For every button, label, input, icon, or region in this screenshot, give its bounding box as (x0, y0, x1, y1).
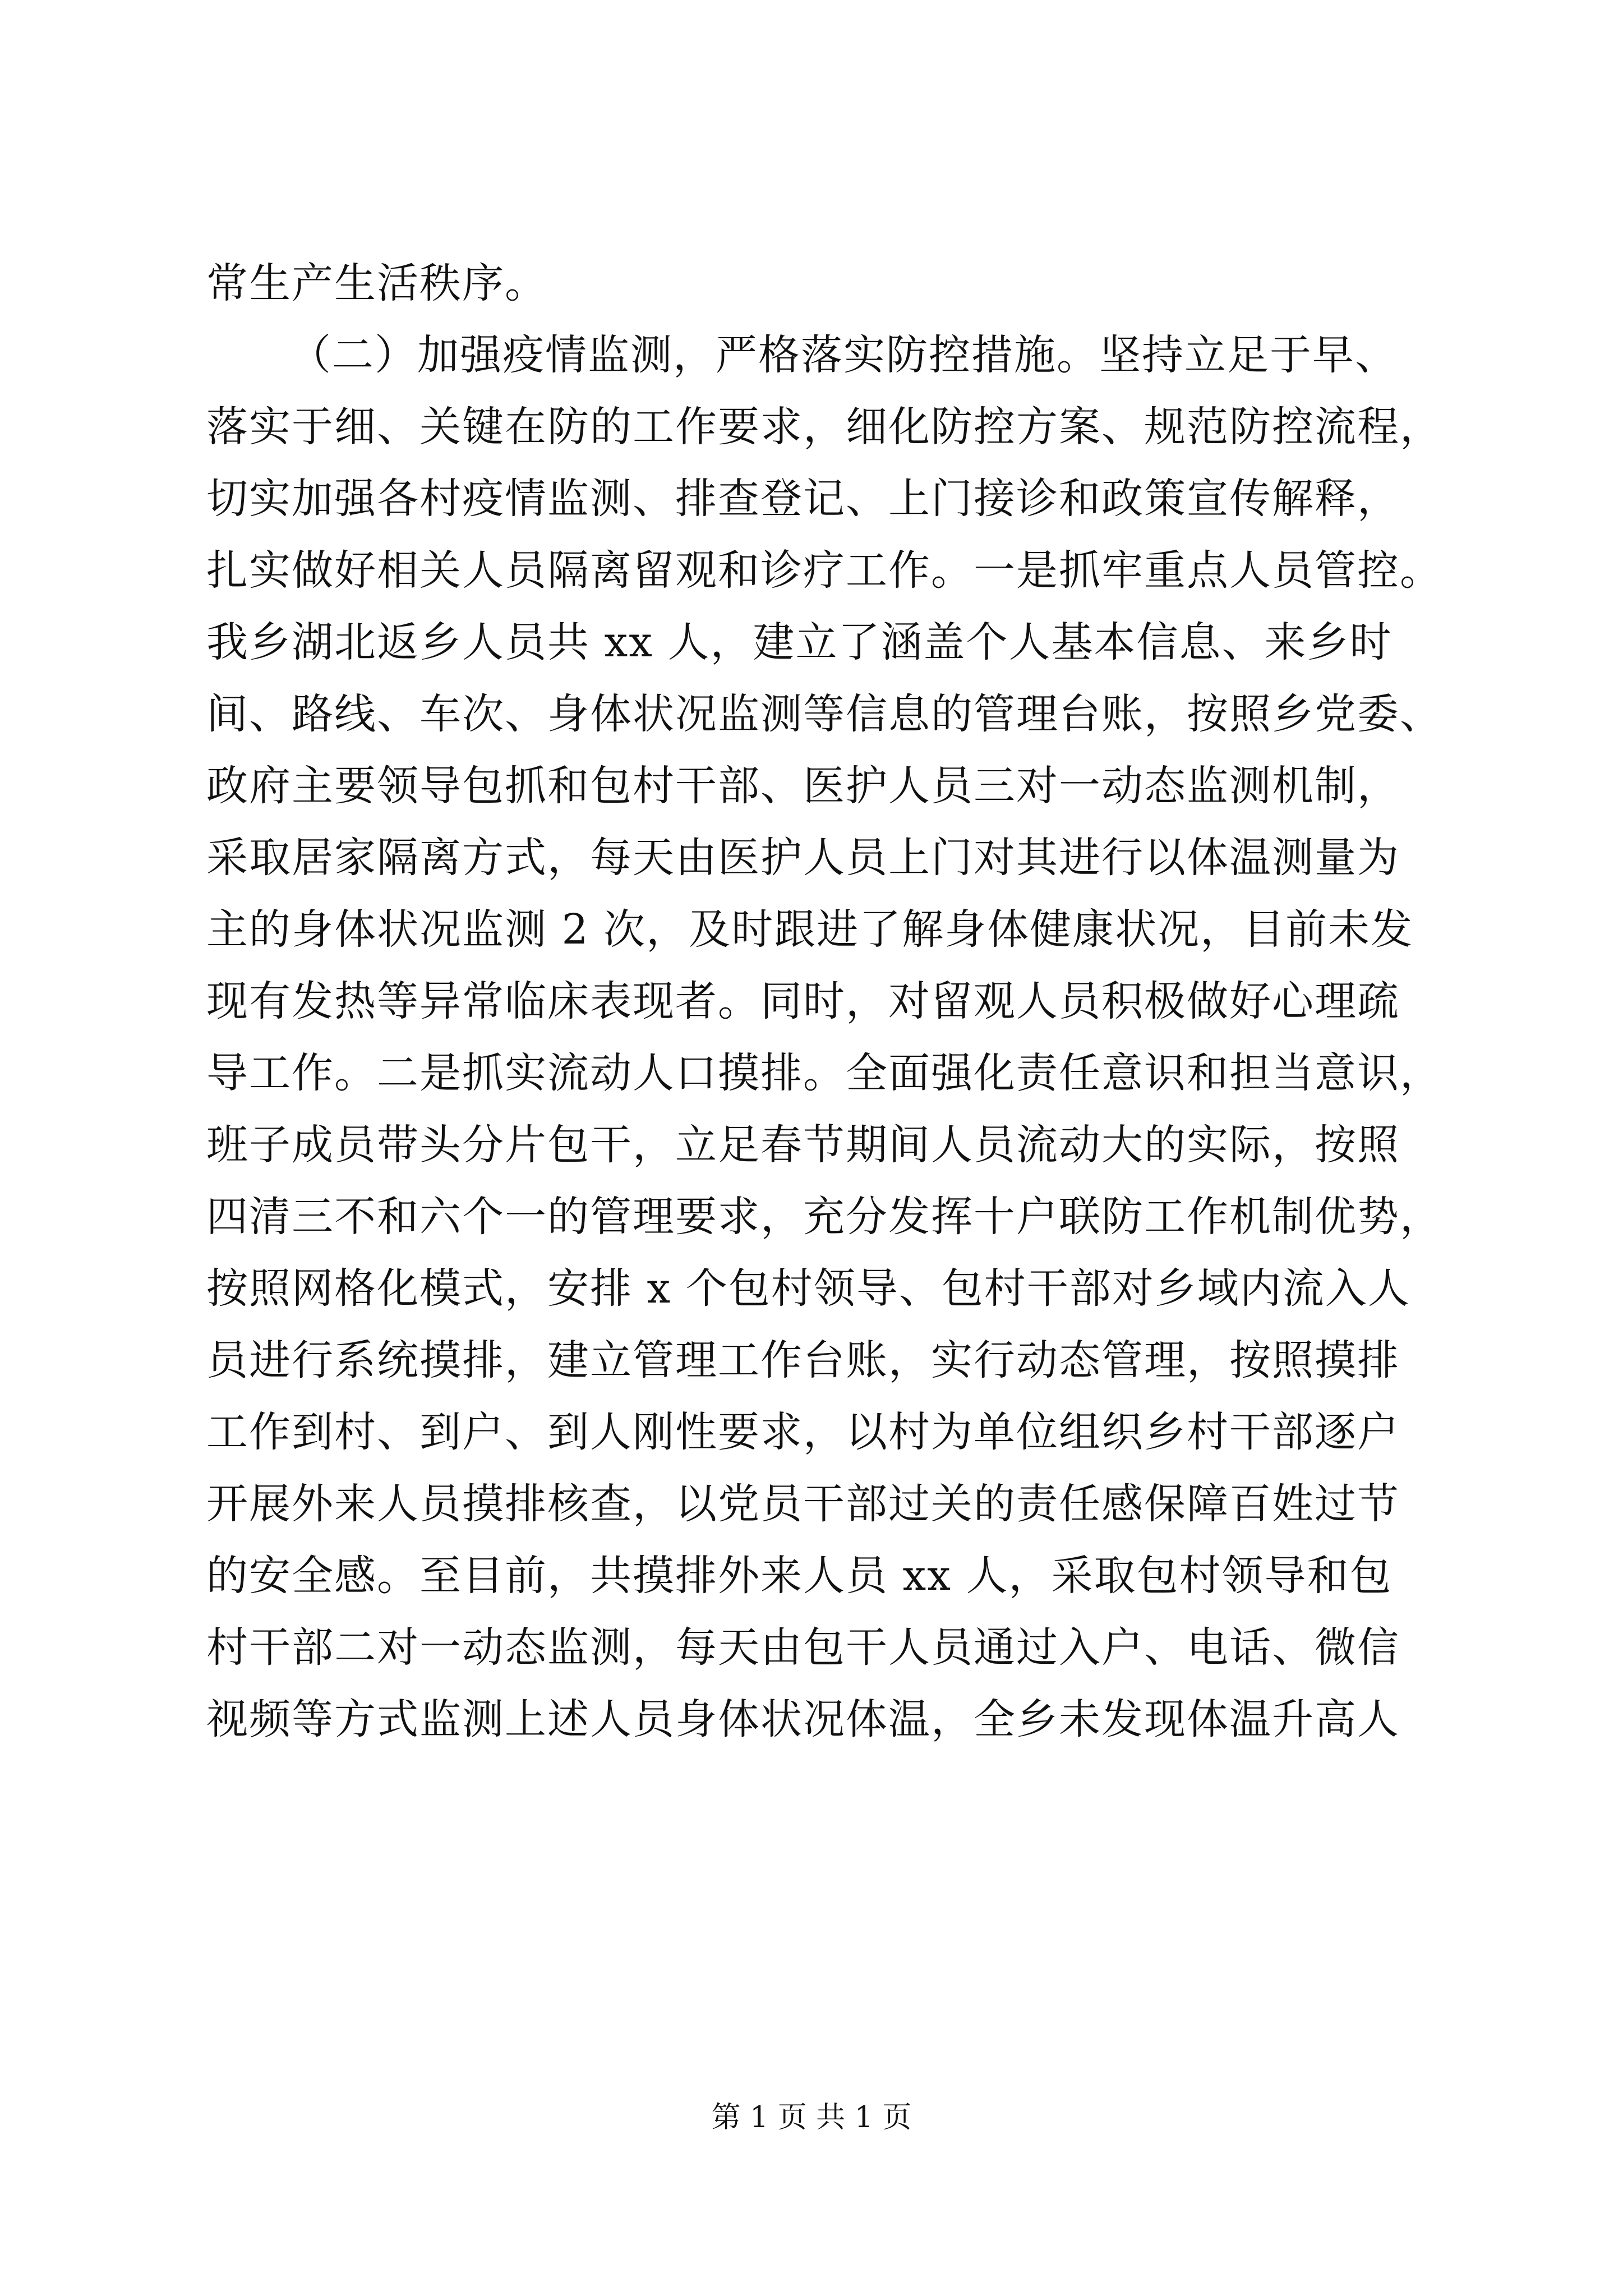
text-line: 导工作。二是抓实流动人口摸排。全面强化责任意识和担当意识， (206, 1049, 1442, 1097)
page-number-footer: 第 1 页 共 1 页 (711, 2101, 912, 2134)
text-line: 主的身体状况监测 2 次，及时跟进了解身体健康状况，目前未发 (206, 905, 1414, 954)
text-line: 工作到村、到户、到人刚性要求，以村为单位组织乡村干部逐户 (206, 1408, 1400, 1456)
text-line: 政府主要领导包抓和包村干部、医护人员三对一动态监测机制， (206, 762, 1400, 810)
text-line: 开展外来人员摸排核查，以党员干部过关的责任感保障百姓过节 (206, 1480, 1400, 1528)
text-line: 四清三不和六个一的管理要求，充分发挥十户联防工作机制优势， (206, 1193, 1442, 1241)
text-line: 我乡湖北返乡人员共 xx 人，建立了涵盖个人基本信息、来乡时 (206, 618, 1393, 666)
text-line: 落实于细、关键在防的工作要求，细化防控方案、规范防控流程， (206, 403, 1442, 451)
text-line: 间、路线、车次、身体状况监测等信息的管理台账，按照乡党委、 (206, 690, 1442, 738)
text-line: 扎实做好相关人员隔离留观和诊疗工作。一是抓牢重点人员管控。 (206, 546, 1442, 595)
text-line: 村干部二对一动态监测，每天由包干人员通过入户、电话、微信 (206, 1623, 1400, 1672)
text-line: 按照网格化模式，安排 x 个包村领导、包村干部对乡域内流入人 (206, 1264, 1410, 1313)
text-line: （二）加强疫情监测，严格落实防控措施。坚持立足于早、 (289, 331, 1398, 379)
text-line: 采取居家隔离方式，每天由医护人员上门对其进行以体温测量为 (206, 834, 1400, 882)
text-line: 切实加强各村疫情监测、排查登记、上门接诊和政策宣传解释， (206, 475, 1400, 523)
text-line: 班子成员带头分片包干，立足春节期间人员流动大的实际，按照 (206, 1121, 1400, 1169)
text-line: 现有发热等异常临床表现者。同时，对留观人员积极做好心理疏 (206, 977, 1400, 1025)
text-line: 的安全感。至目前，共摸排外来人员 xx 人，采取包村领导和包 (206, 1552, 1393, 1600)
text-line: 常生产生活秩序。 (206, 259, 547, 307)
text-line: 员进行系统摸排，建立管理工作台账，实行动态管理，按照摸排 (206, 1336, 1400, 1384)
text-line: 视频等方式监测上述人员身体状况体温，全乡未发现体温升高人 (206, 1695, 1400, 1743)
